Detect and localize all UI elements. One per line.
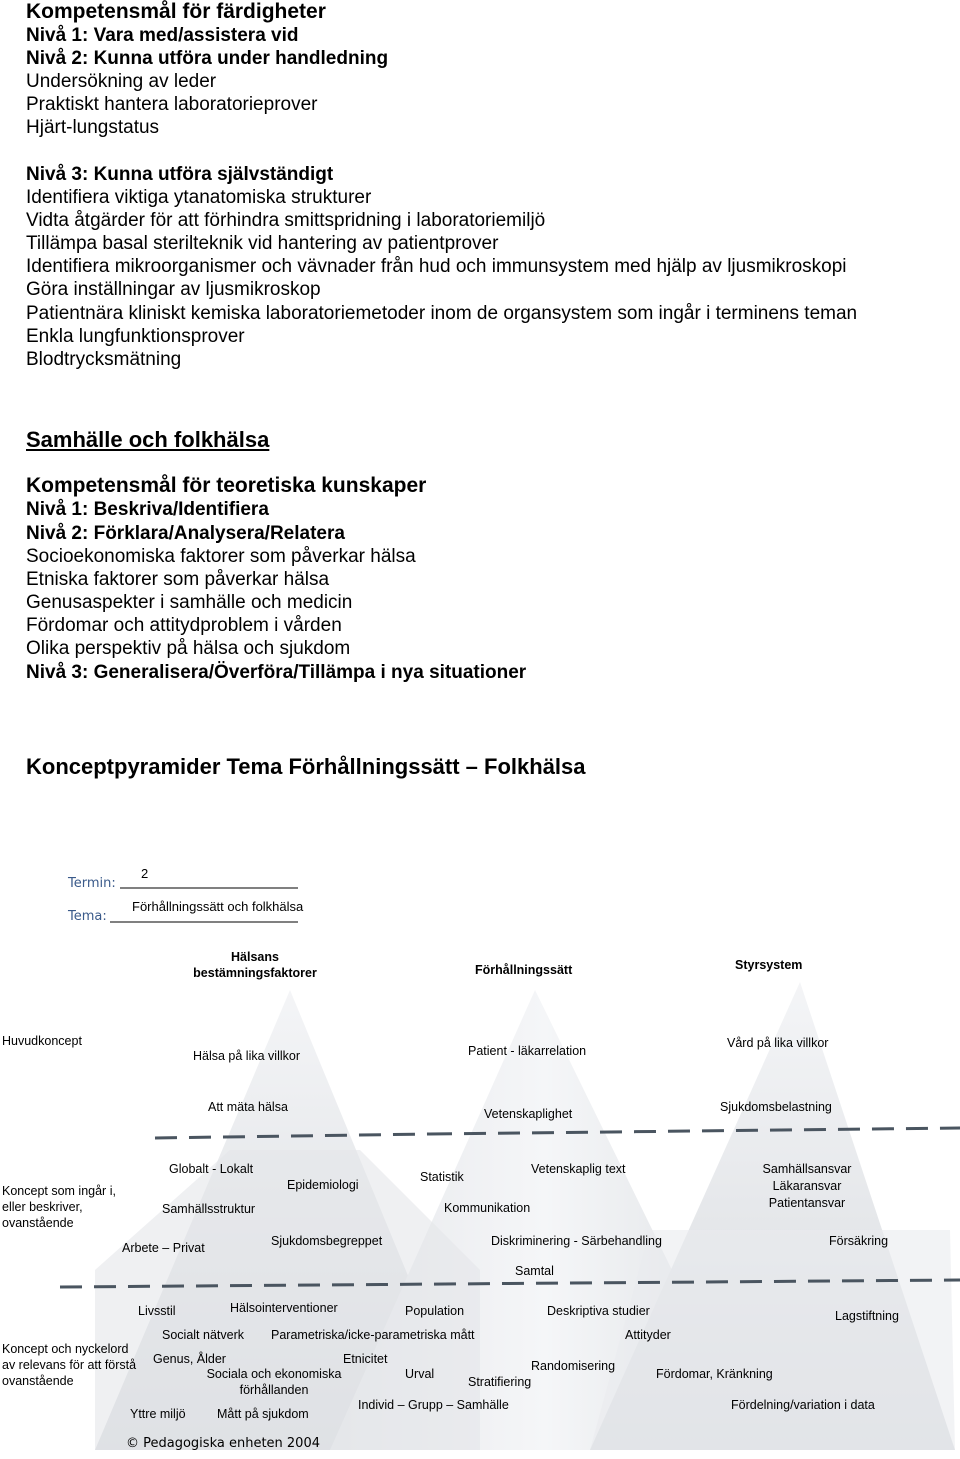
list-item: Vidta åtgärder för att förhindra smittspridning i laboratoriemiljö: [26, 210, 546, 231]
term-globalt-lokalt: Globalt - Lokalt: [169, 1162, 254, 1176]
list-item: Etniska faktorer som påverkar hälsa: [26, 569, 330, 590]
term-fordomar-krankning: Fördomar, Kränkning: [656, 1367, 773, 1381]
list-item: Patientnära kliniskt kemiska laboratoriemetoder inom de organsystem som ingår i terminens teman: [26, 303, 858, 324]
term-statistik: Statistik: [420, 1170, 464, 1184]
term-etnicitet: Etnicitet: [343, 1352, 388, 1366]
concept-pyramid-title: Konceptpyramider Tema Förhållningssätt – Folkhälsa: [26, 754, 586, 779]
list-item: Enkla lungfunktionsprover: [26, 326, 245, 347]
term-patientansvar: Patientansvar: [768, 1196, 846, 1210]
term-diskriminering: Diskriminering - Särbehandling: [491, 1234, 662, 1248]
term-kommunikation: Kommunikation: [444, 1201, 531, 1215]
level-3-label: Nivå 3: Kunna utföra självständigt: [26, 164, 334, 185]
concept-pyramid-diagram: [0, 850, 960, 1459]
copyright-notice: © Pedagogiska enheten 2004: [126, 1436, 320, 1451]
list-item: Genusaspekter i samhälle och medicin: [26, 592, 353, 613]
term-vetenskaplig-text: Vetenskaplig text: [531, 1162, 626, 1176]
list-item: Undersökning av leder: [26, 71, 217, 92]
term-sociala-ekonomiska: Sociala och ekonomiska förhållanden: [206, 1367, 342, 1397]
level-3-label: Nivå 3: Generalisera/Överföra/Tillämpa i nya situationer: [26, 662, 527, 683]
term-vetenskaplighet: Vetenskaplighet: [484, 1107, 573, 1121]
tema-value: Förhållningssätt och folkhälsa: [132, 899, 304, 914]
column-header-approach: Förhållningssätt: [475, 963, 573, 977]
term-lagstiftning: Lagstiftning: [835, 1309, 899, 1323]
term-matt-pa-sjukdom: Mått på sjukdom: [217, 1407, 309, 1421]
list-item: Fördomar och attitydproblem i vården: [26, 615, 342, 636]
term-samhallsansvar: Samhällsansvar: [762, 1162, 852, 1176]
termin-value: 2: [141, 866, 149, 881]
list-item: Göra inställningar av ljusmikroskop: [26, 279, 321, 300]
column-header-governance: Styrsystem: [735, 958, 803, 972]
term-genus-alder: Genus, Ålder: [153, 1352, 226, 1366]
level-2-label: Nivå 2: Förklara/Analysera/Relatera: [26, 523, 345, 544]
column-header-determinants: Hälsans bestämningsfaktorer: [193, 950, 317, 980]
competence-heading-theory: Kompetensmål för teoretiska kunskaper: [26, 474, 427, 497]
list-item: Blodtrycksmätning: [26, 349, 182, 370]
row-label-keywords: Koncept och nyckelord av relevans för att förstå ovanstående: [2, 1342, 137, 1388]
term-socialt-natverk: Socialt nätverk: [162, 1328, 244, 1342]
term-att-mata-halsa: Att mäta hälsa: [208, 1100, 288, 1114]
level-1-label: Nivå 1: Vara med/assistera vid: [26, 25, 299, 46]
level-1-label: Nivå 1: Beskriva/Identifiera: [26, 499, 269, 520]
row-label-main: Huvudkoncept: [2, 1034, 82, 1048]
list-item: Identifiera mikroorganismer och vävnader från hud och immunsystem med hjälp av ljusmikroskopi: [26, 256, 847, 277]
level-2-label: Nivå 2: Kunna utföra under handledning: [26, 48, 389, 69]
term-urval: Urval: [405, 1367, 435, 1381]
term-yttre-miljo: Yttre miljö: [130, 1407, 186, 1421]
term-lakaransvar: Läkaransvar: [772, 1179, 842, 1193]
list-item: Hjärt-lungstatus: [26, 117, 160, 138]
list-item: Olika perspektiv på hälsa och sjukdom: [26, 638, 351, 659]
term-deskriptiva-studier: Deskriptiva studier: [547, 1304, 650, 1318]
term-sjukdomsbelastning: Sjukdomsbelastning: [720, 1100, 832, 1114]
section-title: Samhälle och folkhälsa: [26, 427, 270, 452]
term-halsointerventioner: Hälsointerventioner: [230, 1301, 338, 1315]
term-halsa-lika-villkor: Hälsa på lika villkor: [193, 1049, 300, 1063]
list-item: Tillämpa basal sterilteknik vid hantering av patientprover: [26, 233, 499, 254]
term-randomisering: Randomisering: [531, 1359, 616, 1373]
tema-label: Tema:: [68, 909, 107, 924]
term-arbete-privat: Arbete – Privat: [122, 1241, 205, 1255]
competence-heading-skills: Kompetensmål för färdigheter: [26, 0, 326, 23]
row-label-included: Koncept som ingår i, eller beskriver, ovanstående: [2, 1184, 116, 1230]
list-item: Socioekonomiska faktorer som påverkar hälsa: [26, 546, 416, 567]
term-sjukdomsbegreppet: Sjukdomsbegreppet: [271, 1234, 383, 1248]
pyramid-graphic: [0, 850, 960, 1459]
term-individ-grupp-samhalle: Individ – Grupp – Samhälle: [358, 1398, 509, 1412]
term-parametriska-matt: Parametriska/icke-parametriska mått: [271, 1328, 475, 1342]
term-patient-lakarrelation: Patient - läkarrelation: [468, 1044, 587, 1058]
list-item: Identifiera viktiga ytanatomiska strukturer: [26, 187, 372, 208]
term-population: Population: [405, 1304, 465, 1318]
term-stratifiering: Stratifiering: [468, 1375, 532, 1389]
list-item: Praktiskt hantera laboratorieprover: [26, 94, 318, 115]
divider-upper-left: [155, 1134, 430, 1138]
term-forsakring: Försäkring: [829, 1234, 889, 1248]
term-samtal: Samtal: [515, 1264, 554, 1278]
term-attityder: Attityder: [625, 1328, 671, 1342]
term-vard-lika-villkor: Vård på lika villkor: [727, 1036, 829, 1050]
term-fordelning-variation: Fördelning/variation i data: [731, 1398, 875, 1412]
term-livsstil: Livsstil: [138, 1304, 176, 1318]
term-samhallsstruktur: Samhällsstruktur: [162, 1202, 256, 1216]
termin-label: Termin:: [68, 876, 116, 891]
term-epidemiologi: Epidemiologi: [287, 1178, 359, 1192]
